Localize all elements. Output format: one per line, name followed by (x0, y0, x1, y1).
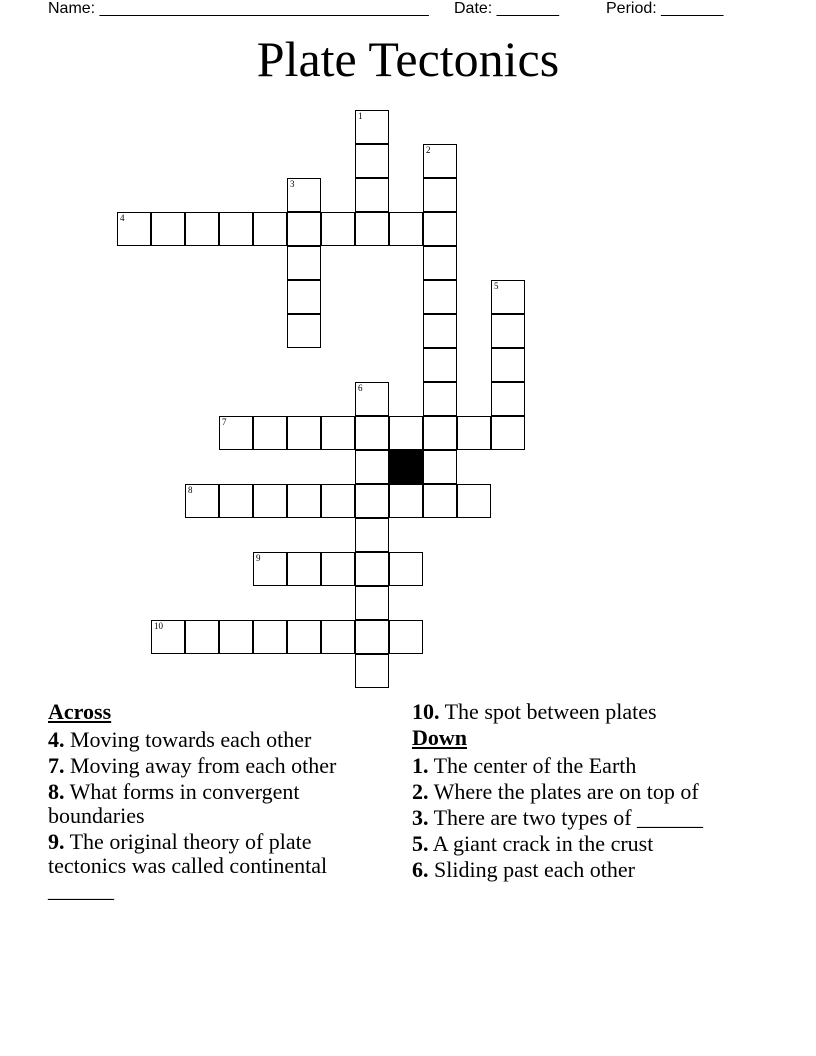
cell-clue-number: 5 (494, 281, 499, 291)
crossword-cell[interactable] (389, 484, 423, 518)
date-field-label: Date: _______ (454, 0, 559, 17)
clue-text: Where the plates are on top of (433, 779, 699, 804)
crossword-cell[interactable] (491, 416, 525, 450)
crossword-cell[interactable] (253, 212, 287, 246)
crossword-cell[interactable] (321, 212, 355, 246)
cell-clue-number: 2 (426, 145, 431, 155)
crossword-cell[interactable] (151, 620, 185, 654)
clue-number: 6. (412, 857, 429, 882)
clue-text: The center of the Earth (433, 753, 637, 778)
crossword-cell[interactable] (423, 246, 457, 280)
crossword-cell[interactable] (287, 416, 321, 450)
cell-clue-number: 7 (222, 417, 227, 427)
crossword-cell[interactable] (253, 620, 287, 654)
crossword-cell[interactable] (491, 382, 525, 416)
crossword-cell[interactable] (423, 416, 457, 450)
crossword-cell[interactable] (389, 212, 423, 246)
crossword-cell[interactable] (287, 314, 321, 348)
cell-clue-number: 6 (358, 383, 363, 393)
crossword-cell[interactable] (321, 416, 355, 450)
clue-across-7 (48, 754, 393, 778)
page-title: Plate Tectonics (256, 31, 560, 87)
period-field-label: Period: _______ (606, 0, 724, 17)
crossword-cell[interactable] (287, 552, 321, 586)
clue-text: Moving away from each other (70, 753, 337, 778)
crossword-cell[interactable] (457, 484, 491, 518)
crossword-cell[interactable] (287, 484, 321, 518)
cell-clue-number: 1 (358, 111, 363, 121)
clue-number: 1. (412, 753, 429, 778)
name-field-label: Name: _____________________________________ (48, 0, 429, 17)
clue-number: 4. (48, 727, 65, 752)
crossword-cell[interactable] (287, 212, 321, 246)
clue-text: The spot between plates (444, 699, 657, 724)
crossword-cell[interactable] (287, 280, 321, 314)
crossword-cell[interactable] (355, 178, 389, 212)
crossword-cell[interactable] (423, 450, 457, 484)
clue-number: 5. (412, 831, 429, 856)
crossword-cell[interactable] (355, 484, 389, 518)
crossword-cell[interactable] (423, 178, 457, 212)
crossword-cell[interactable] (389, 416, 423, 450)
clue-number: 7. (48, 753, 65, 778)
clue-text: What forms in convergent boundaries (48, 779, 300, 828)
cell-clue-number: 9 (256, 553, 261, 563)
clue-down-2 (412, 780, 752, 804)
clues-column-left (48, 700, 393, 904)
cell-clue-number: 4 (120, 213, 125, 223)
clue-text: Sliding past each other (434, 857, 636, 882)
crossword-cell[interactable] (117, 212, 151, 246)
crossword-cell[interactable] (423, 144, 457, 178)
crossword-cell[interactable] (491, 314, 525, 348)
crossword-cell[interactable] (355, 382, 389, 416)
clue-number: 2. (412, 779, 429, 804)
clue-across-4 (48, 728, 393, 752)
crossword-black-cell (389, 450, 423, 484)
clue-down-3 (412, 806, 752, 830)
clue-text: Moving towards each other (70, 727, 312, 752)
crossword-cell[interactable] (321, 620, 355, 654)
crossword-cell[interactable] (389, 552, 423, 586)
crossword-cell[interactable] (355, 450, 389, 484)
clue-number: 9. (48, 829, 65, 854)
crossword-cell[interactable] (355, 654, 389, 688)
across-heading: Across (48, 699, 112, 724)
clue-across-9 (48, 830, 393, 902)
clue-number: 8. (48, 779, 65, 804)
crossword-cell[interactable] (151, 212, 185, 246)
crossword-cell[interactable] (355, 586, 389, 620)
crossword-cell[interactable] (287, 620, 321, 654)
clue-down-5 (412, 832, 752, 856)
crossword-cell[interactable] (491, 280, 525, 314)
clues-column-right (412, 700, 752, 884)
crossword-cell[interactable] (219, 416, 253, 450)
clue-text: The original theory of plate tectonics was called continental ______ (48, 829, 328, 902)
crossword-cell[interactable] (185, 212, 219, 246)
crossword-cell[interactable] (355, 416, 389, 450)
crossword-cell[interactable] (219, 620, 253, 654)
crossword-cell[interactable] (287, 178, 321, 212)
crossword-cell[interactable] (423, 484, 457, 518)
clue-across-8 (48, 780, 393, 828)
cell-clue-number: 3 (290, 179, 295, 189)
crossword-cell[interactable] (423, 280, 457, 314)
crossword-cell[interactable] (219, 484, 253, 518)
crossword-cell[interactable] (389, 620, 423, 654)
crossword-cell[interactable] (423, 382, 457, 416)
crossword-cell[interactable] (355, 518, 389, 552)
crossword-cell[interactable] (287, 246, 321, 280)
crossword-cell[interactable] (321, 484, 355, 518)
down-heading: Down (412, 725, 468, 750)
clue-text: A giant crack in the crust (432, 831, 654, 856)
cell-clue-number: 10 (154, 621, 163, 631)
crossword-cell[interactable] (253, 484, 287, 518)
crossword-cell[interactable] (185, 484, 219, 518)
clue-down-1 (412, 754, 752, 778)
crossword-cell[interactable] (423, 212, 457, 246)
crossword-cell[interactable] (355, 110, 389, 144)
crossword-cell[interactable] (423, 348, 457, 382)
crossword-cell[interactable] (185, 620, 219, 654)
clue-down-6 (412, 858, 752, 882)
crossword-cell[interactable] (253, 552, 287, 586)
clue-text: There are two types of ______ (433, 805, 704, 830)
crossword-cell[interactable] (355, 144, 389, 178)
clue-across-10 (412, 700, 752, 724)
clue-number: 10. (412, 699, 440, 724)
crossword-cell[interactable] (457, 416, 491, 450)
crossword-cell[interactable] (321, 552, 355, 586)
crossword-cell[interactable] (491, 348, 525, 382)
cell-clue-number: 8 (188, 485, 193, 495)
crossword-cell[interactable] (219, 212, 253, 246)
crossword-cell[interactable] (253, 416, 287, 450)
crossword-cell[interactable] (355, 620, 389, 654)
crossword-cell[interactable] (355, 552, 389, 586)
crossword-cell[interactable] (423, 314, 457, 348)
crossword-cell[interactable] (355, 212, 389, 246)
clue-number: 3. (412, 805, 429, 830)
